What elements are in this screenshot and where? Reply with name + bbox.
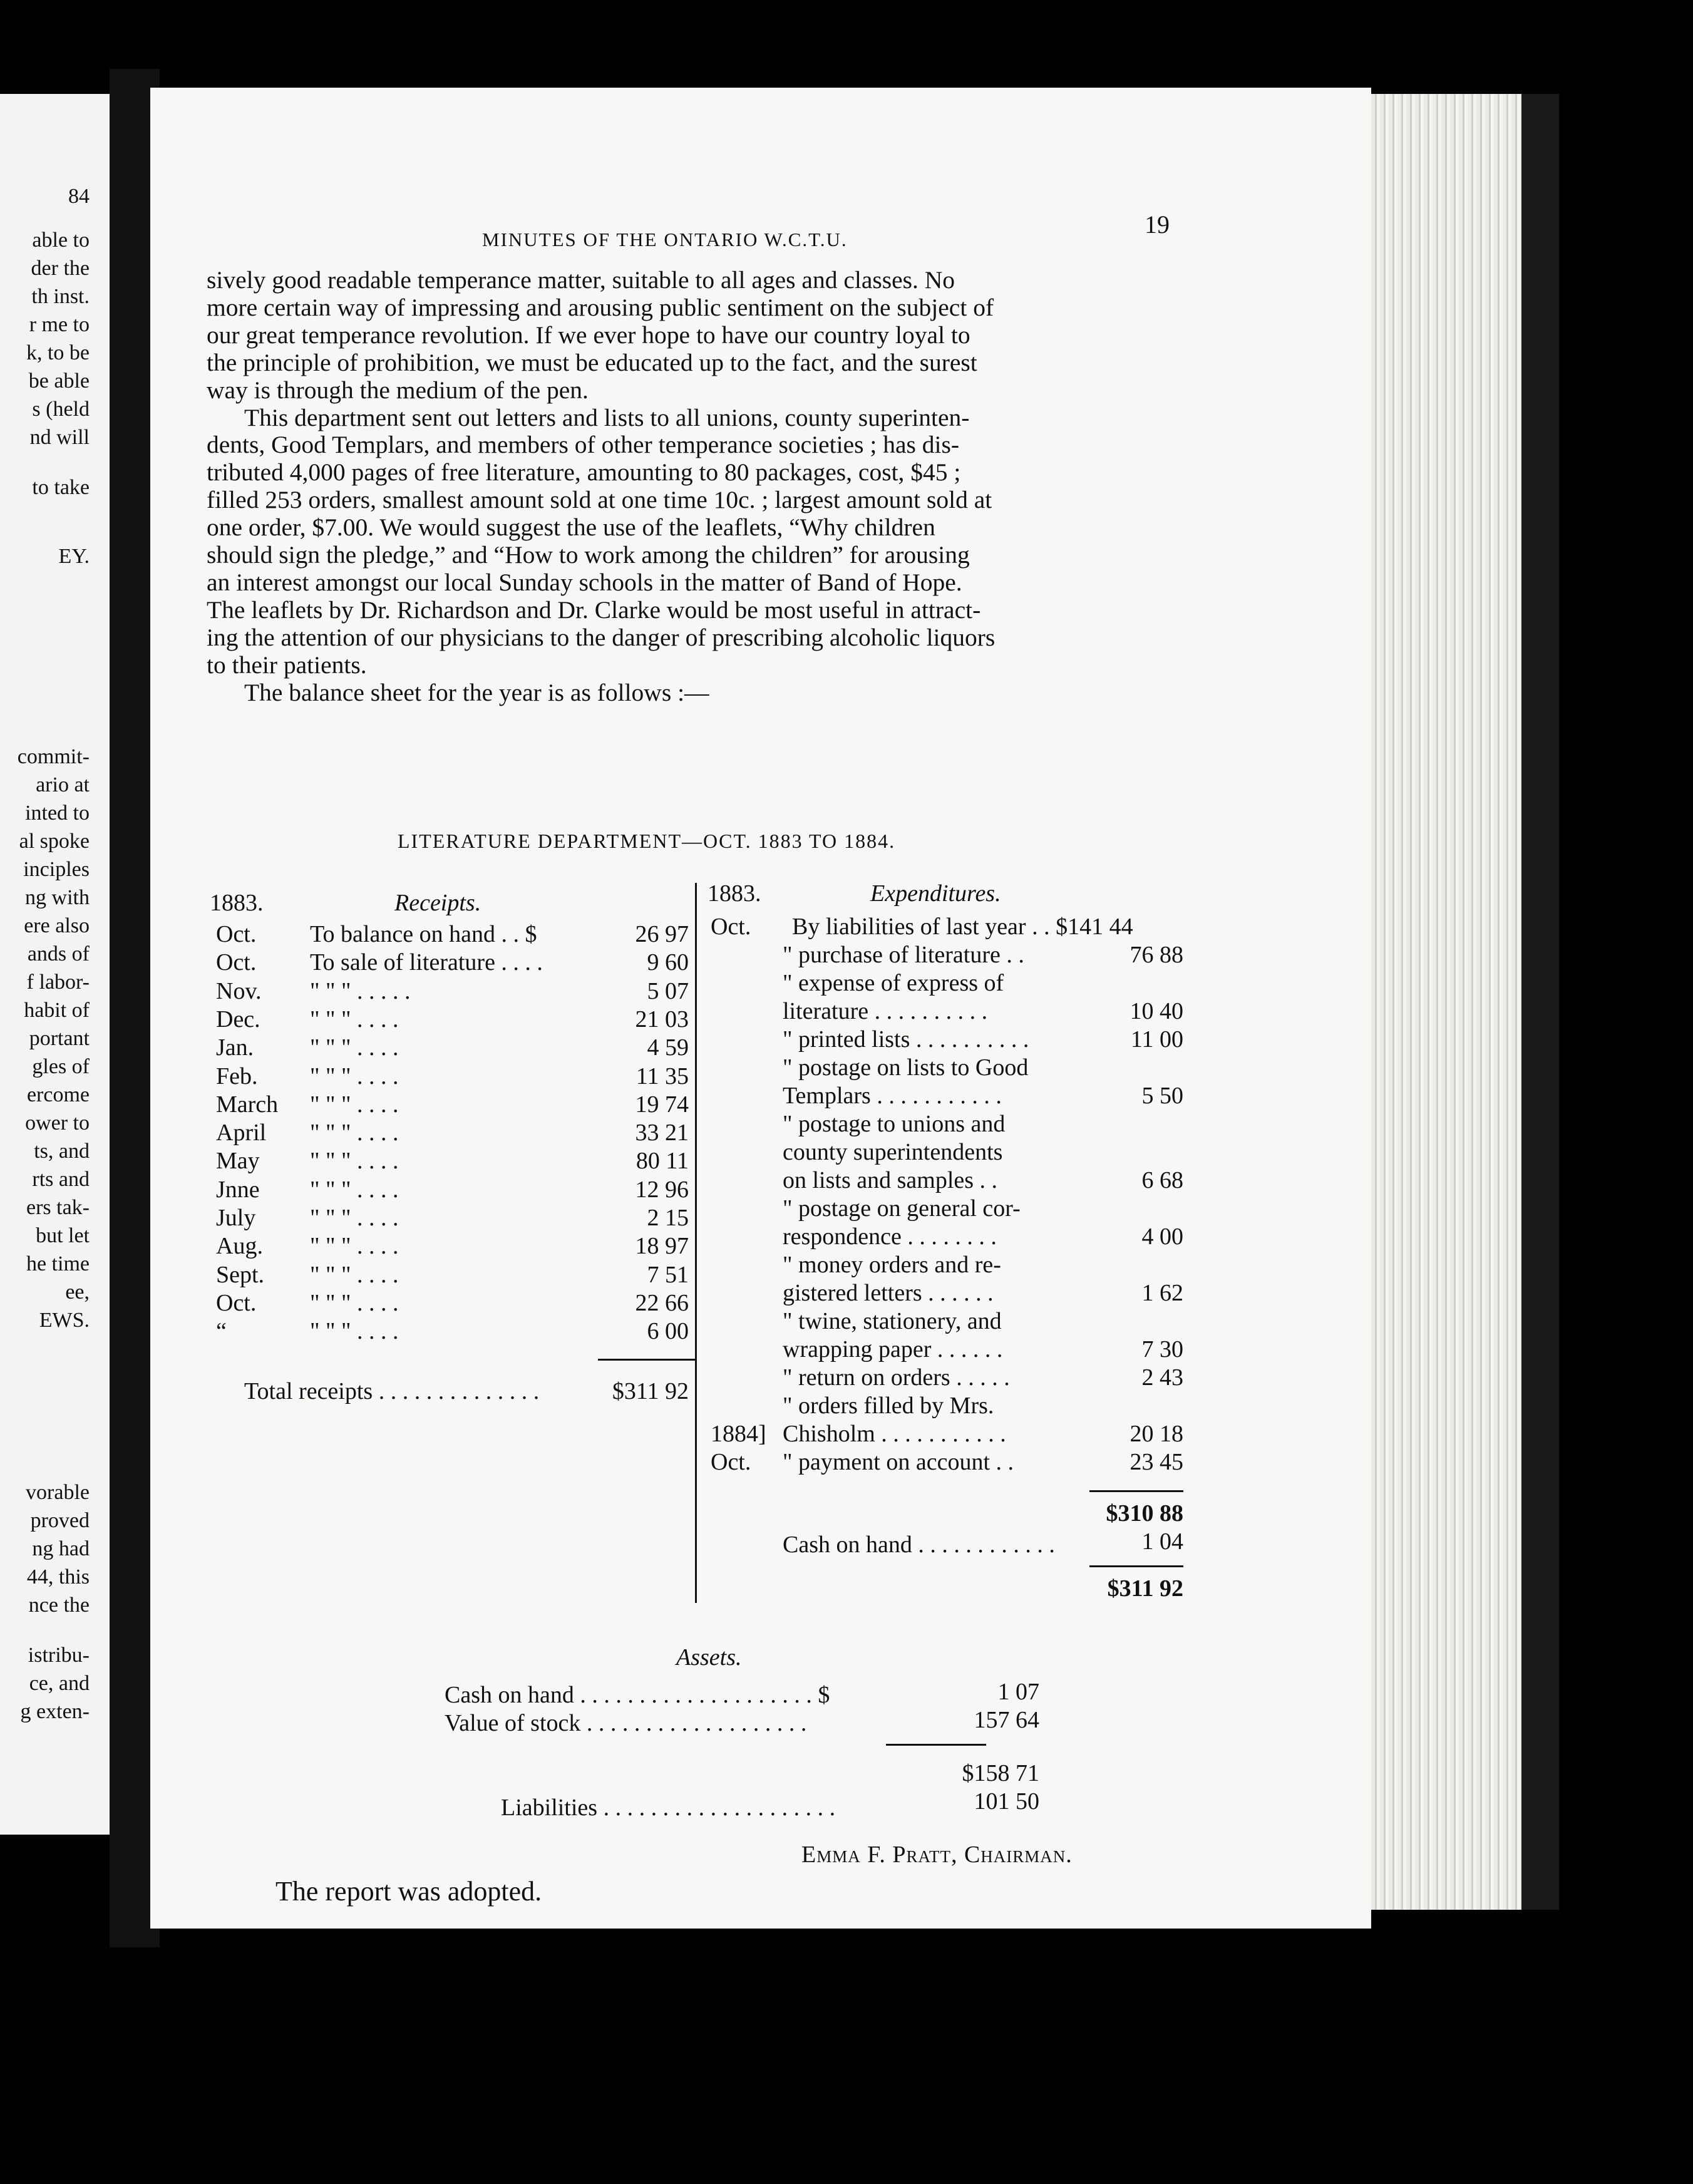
expenditure-item: Templars . . . . . . . . . . . bbox=[783, 1083, 1002, 1109]
left-page-line: ers tak- bbox=[26, 1196, 90, 1219]
receipts-value: 9 60 bbox=[647, 949, 689, 976]
body-line: an interest amongst our local Sunday schools in the matter of Band of Hope. bbox=[207, 568, 962, 596]
receipts-value: 80 11 bbox=[636, 1148, 689, 1175]
expenditure-item: wrapping paper . . . . . . bbox=[783, 1336, 1003, 1362]
receipts-month: “ bbox=[216, 1318, 227, 1345]
left-page-line: ario at bbox=[36, 773, 90, 796]
previous-page-fragment bbox=[0, 94, 110, 1835]
left-page-line: to take bbox=[32, 476, 90, 499]
expenditure-total-rule bbox=[1089, 1565, 1183, 1567]
expenditure-cash-label: Cash on hand . . . . . . . . . . . . bbox=[783, 1532, 1055, 1558]
receipts-description: " " " . . . . bbox=[310, 1176, 399, 1203]
receipts-value: 22 66 bbox=[635, 1289, 689, 1316]
body-line: way is through the medium of the pen. bbox=[207, 376, 589, 404]
expenditure-item: gistered letters . . . . . . bbox=[783, 1280, 994, 1306]
expenditure-item: Chisholm . . . . . . . . . . . bbox=[783, 1421, 1006, 1447]
expenditures-year: 1883. bbox=[708, 880, 761, 907]
expenditure-date: Oct. bbox=[711, 1449, 751, 1475]
receipts-value: 2 15 bbox=[647, 1205, 689, 1231]
expenditure-total: $311 92 bbox=[1107, 1575, 1183, 1602]
receipts-month: July bbox=[216, 1205, 256, 1231]
expenditure-item: " expense of express of bbox=[783, 970, 1004, 996]
left-page-line: istribu- bbox=[28, 1644, 90, 1667]
left-page-line: ng with bbox=[25, 886, 90, 909]
receipts-description: " " " . . . . . bbox=[310, 977, 411, 1004]
receipts-value: 12 96 bbox=[635, 1176, 689, 1203]
expenditure-date: 1884] bbox=[711, 1421, 766, 1447]
receipts-heading: Receipts. bbox=[394, 890, 481, 916]
expenditure-date: Oct. bbox=[711, 914, 751, 940]
receipts-value: 11 35 bbox=[636, 1063, 689, 1089]
receipts-value: 7 51 bbox=[647, 1261, 689, 1288]
left-page-line: be able bbox=[28, 369, 90, 393]
receipts-description: To balance on hand . . $ bbox=[310, 921, 537, 947]
receipts-value: 26 97 bbox=[635, 921, 689, 947]
assets-rule bbox=[886, 1744, 986, 1746]
receipts-value: 4 59 bbox=[647, 1034, 689, 1061]
left-page-line: able to bbox=[32, 229, 90, 252]
receipts-description: " " " . . . . bbox=[310, 1205, 399, 1231]
receipts-description: " " " . . . . bbox=[310, 1318, 399, 1345]
receipts-value: 19 74 bbox=[635, 1091, 689, 1118]
left-page-line: inciples bbox=[23, 858, 90, 881]
receipts-month: Oct. bbox=[216, 1289, 257, 1316]
expenditure-item: By liabilities of last year . . $141 44 bbox=[792, 914, 1133, 940]
left-page-line: EWS. bbox=[39, 1309, 90, 1332]
left-page-line: gles of bbox=[32, 1055, 90, 1078]
left-page-line: rts and bbox=[32, 1168, 90, 1191]
expenditure-subtotal: $310 88 bbox=[1106, 1500, 1183, 1527]
receipts-month: Feb. bbox=[216, 1063, 258, 1089]
left-page-line: habit of bbox=[24, 999, 90, 1022]
left-page-line: ower to bbox=[25, 1111, 90, 1135]
left-page-line: commit- bbox=[17, 745, 90, 768]
receipts-month: Aug. bbox=[216, 1233, 263, 1260]
expenditure-item: literature . . . . . . . . . . bbox=[783, 998, 988, 1024]
column-divider bbox=[695, 883, 697, 1603]
receipts-description: " " " . . . . bbox=[310, 1091, 399, 1118]
receipts-year: 1883. bbox=[210, 890, 264, 916]
expenditure-subtotal-rule bbox=[1089, 1490, 1183, 1492]
book-cover-edge bbox=[1521, 94, 1559, 1910]
expenditure-item: " postage to unions and bbox=[783, 1111, 1006, 1137]
expenditure-cash-value: 1 04 bbox=[1141, 1528, 1183, 1555]
expenditure-item: " postage on lists to Good bbox=[783, 1054, 1029, 1081]
receipts-month: Jan. bbox=[216, 1034, 254, 1061]
receipts-month: Dec. bbox=[216, 1006, 260, 1033]
receipts-description: " " " . . . . bbox=[310, 1289, 399, 1316]
left-page-line: nce the bbox=[28, 1594, 90, 1617]
expenditure-item: " orders filled by Mrs. bbox=[783, 1393, 994, 1419]
expenditure-item: county superintendents bbox=[783, 1139, 1003, 1165]
expenditure-item: on lists and samples . . bbox=[783, 1167, 998, 1193]
body-line: ing the attention of our physicians to the danger of prescribing alcoholic liquors bbox=[207, 623, 996, 651]
assets-heading: Assets. bbox=[676, 1644, 742, 1671]
body-line: This department sent out letters and lists to all unions, county superinten- bbox=[244, 403, 970, 431]
receipts-value: 33 21 bbox=[635, 1120, 689, 1146]
left-page-line: ts, and bbox=[34, 1140, 90, 1163]
left-page-line: inted to bbox=[25, 801, 90, 825]
body-line: to their patients. bbox=[207, 651, 367, 679]
page-number: 19 bbox=[1145, 210, 1170, 239]
receipts-month: Nov. bbox=[216, 977, 262, 1004]
table-title: LITERATURE DEPARTMENT—OCT. 1883 TO 1884. bbox=[398, 830, 896, 852]
expenditure-item: respondence . . . . . . . . bbox=[783, 1223, 997, 1250]
body-line: more certain way of impressing and arousing public sentiment on the subject of bbox=[207, 293, 994, 321]
receipts-total-value: $311 92 bbox=[612, 1378, 689, 1404]
expenditure-item: " postage on general cor- bbox=[783, 1195, 1021, 1222]
expenditure-value: 76 88 bbox=[1130, 942, 1183, 968]
receipts-month: Oct. bbox=[216, 949, 257, 976]
liabilities-label: Liabilities . . . . . . . . . . . . . . . . . . . . bbox=[501, 1795, 836, 1821]
expenditure-item: " return on orders . . . . . bbox=[783, 1364, 1010, 1391]
left-page-line: he time bbox=[26, 1252, 90, 1275]
expenditure-value: 4 00 bbox=[1141, 1223, 1183, 1250]
receipts-value: 5 07 bbox=[647, 977, 689, 1004]
receipts-description: " " " . . . . bbox=[310, 1233, 399, 1260]
body-line: the principle of prohibition, we must be educated up to the fact, and the surest bbox=[207, 348, 977, 376]
expenditure-value: 1 62 bbox=[1141, 1280, 1183, 1306]
left-page-line: 44, this bbox=[26, 1565, 90, 1589]
left-page-line: r me to bbox=[29, 313, 90, 336]
expenditure-value: 10 40 bbox=[1130, 998, 1183, 1024]
assets-cash-value: 1 07 bbox=[997, 1679, 1039, 1705]
left-page-line: ands of bbox=[27, 942, 90, 966]
receipts-description: " " " . . . . bbox=[310, 1063, 399, 1089]
body-line: our great temperance revolution. If we ever hope to have our country loyal to bbox=[207, 321, 970, 349]
expenditures-heading: Expenditures. bbox=[870, 880, 1001, 907]
book-page bbox=[150, 88, 1371, 1929]
left-page-line: ce, and bbox=[29, 1672, 90, 1695]
receipts-description: To sale of literature . . . . bbox=[310, 949, 543, 976]
receipts-month: March bbox=[216, 1091, 279, 1118]
expenditure-item: " printed lists . . . . . . . . . . bbox=[783, 1026, 1029, 1053]
left-page-line: s (held bbox=[32, 398, 90, 421]
left-page-line: ere also bbox=[24, 914, 90, 937]
left-page-line: k, to be bbox=[26, 341, 90, 364]
left-page-line: ercome bbox=[26, 1083, 90, 1106]
receipts-month: Oct. bbox=[216, 921, 257, 947]
assets-stock-value: 157 64 bbox=[974, 1707, 1039, 1733]
receipts-month: Sept. bbox=[216, 1261, 265, 1288]
liabilities-value: 101 50 bbox=[974, 1788, 1039, 1815]
left-page-line: ee, bbox=[65, 1280, 90, 1304]
expenditure-value: 2 43 bbox=[1141, 1364, 1183, 1391]
receipts-value: 6 00 bbox=[647, 1318, 689, 1345]
expenditure-value: 5 50 bbox=[1141, 1083, 1183, 1109]
body-line: The balance sheet for the year is as follows :— bbox=[244, 678, 709, 706]
expenditure-item: " purchase of literature . . bbox=[783, 942, 1024, 968]
body-line: dents, Good Templars, and members of other temperance societies ; has dis- bbox=[207, 431, 960, 459]
expenditure-value: 20 18 bbox=[1130, 1421, 1183, 1447]
expenditure-value: 7 30 bbox=[1141, 1336, 1183, 1362]
receipts-value: 18 97 bbox=[635, 1233, 689, 1260]
running-title: MINUTES OF THE ONTARIO W.C.T.U. bbox=[482, 229, 848, 250]
expenditure-value: 6 68 bbox=[1141, 1167, 1183, 1193]
left-page-line: but let bbox=[36, 1224, 90, 1247]
left-page-line: proved bbox=[30, 1509, 90, 1532]
assets-total: $158 71 bbox=[962, 1760, 1039, 1786]
receipts-description: " " " . . . . bbox=[310, 1148, 399, 1175]
expenditure-item: " twine, stationery, and bbox=[783, 1308, 1002, 1334]
left-page-line: nd will bbox=[29, 426, 90, 449]
body-line: tributed 4,000 pages of free literature, amounting to 80 packages, cost, $45 ; bbox=[207, 458, 961, 487]
expenditure-item: " payment on account . . bbox=[783, 1449, 1014, 1475]
receipts-total-rule bbox=[598, 1359, 695, 1361]
left-page-line: ng had bbox=[32, 1537, 90, 1560]
page-edges bbox=[1371, 94, 1521, 1910]
closing-line: The report was adopted. bbox=[275, 1876, 542, 1907]
left-page-line: al spoke bbox=[19, 830, 90, 853]
receipts-total-label: Total receipts . . . . . . . . . . . . . . bbox=[244, 1378, 540, 1404]
assets-cash-label: Cash on hand . . . . . . . . . . . . . . . . . . . . $ bbox=[445, 1682, 830, 1708]
body-line: filled 253 orders, smallest amount sold at one time 10c. ; largest amount sold at bbox=[207, 486, 992, 514]
receipts-description: " " " . . . . bbox=[310, 1261, 399, 1288]
signature: Emma F. Pratt, Chairman. bbox=[801, 1841, 1073, 1868]
left-page-line: vorable bbox=[26, 1481, 90, 1504]
receipts-description: " " " . . . . bbox=[310, 1034, 399, 1061]
body-line: The leaflets by Dr. Richardson and Dr. Clarke would be most useful in attract- bbox=[207, 595, 981, 624]
expenditure-item: " money orders and re- bbox=[783, 1252, 1001, 1278]
receipts-value: 21 03 bbox=[635, 1006, 689, 1033]
assets-stock-label: Value of stock . . . . . . . . . . . . . . . . . . . bbox=[445, 1710, 807, 1736]
receipts-month: Jnne bbox=[216, 1176, 260, 1203]
expenditure-value: 23 45 bbox=[1130, 1449, 1183, 1475]
receipts-month: May bbox=[216, 1148, 260, 1175]
left-page-line: 84 bbox=[68, 185, 90, 208]
receipts-description: " " " . . . . bbox=[310, 1120, 399, 1146]
body-line: sively good readable temperance matter, suitable to all ages and classes. No bbox=[207, 266, 955, 294]
left-page-line: EY. bbox=[58, 545, 90, 568]
body-line: one order, $7.00. We would suggest the use of the leaflets, “Why children bbox=[207, 513, 935, 542]
left-page-line: g exten- bbox=[20, 1700, 90, 1723]
receipts-month: April bbox=[216, 1120, 267, 1146]
left-page-line: der the bbox=[31, 257, 90, 280]
left-page-line: f labor- bbox=[26, 971, 90, 994]
left-page-line: th inst. bbox=[31, 285, 90, 308]
left-page-line: portant bbox=[29, 1027, 90, 1050]
receipts-description: " " " . . . . bbox=[310, 1006, 399, 1033]
expenditure-value: 11 00 bbox=[1130, 1026, 1183, 1053]
body-line: should sign the pledge,” and “How to work among the children” for arousing bbox=[207, 541, 970, 569]
